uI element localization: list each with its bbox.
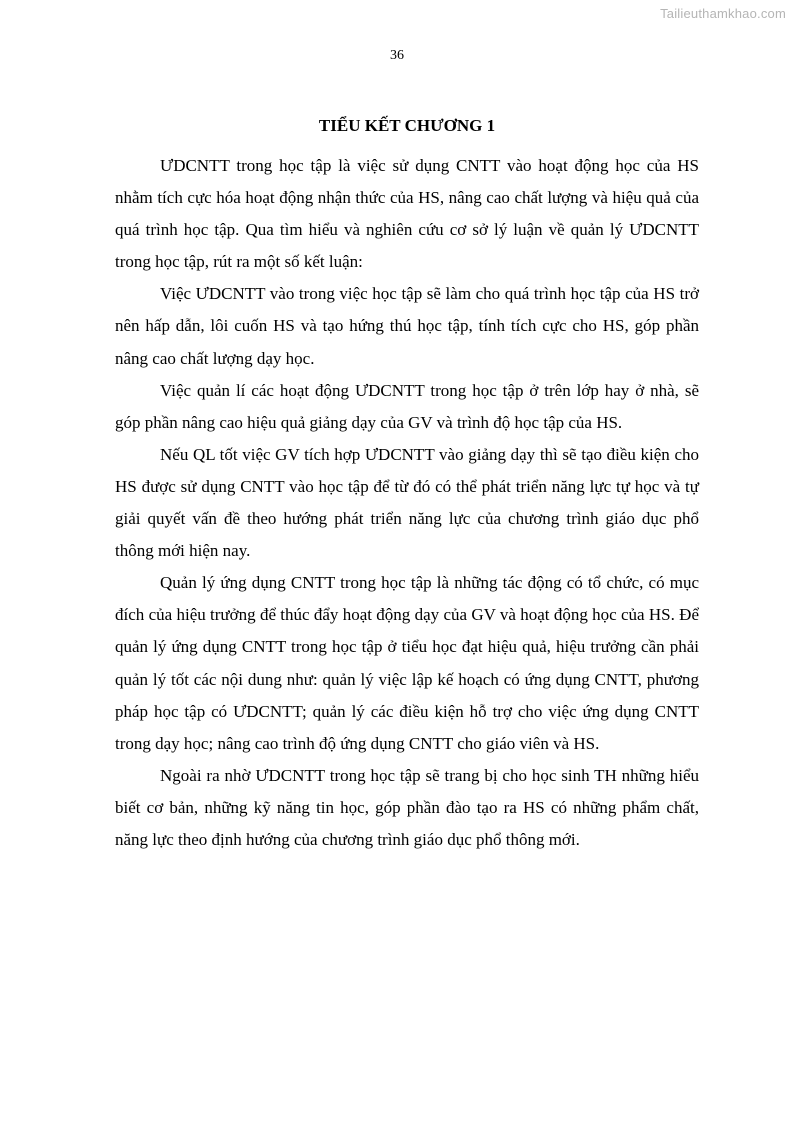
paragraph-2: Việc ƯDCNTT vào trong việc học tập sẽ làm cho quá trình học tập của HS trở nên hấp dẫn, lôi cuốn HS và tạo hứng thú học tập, tính tích cực cho HS, góp phần nâng cao chất lượng dạy học. xyxy=(115,284,699,368)
paragraph-1: ƯDCNTT trong học tập là việc sử dụng CNTT vào hoạt động học của HS nhằm tích cực hóa hoạt động nhận thức của HS, nâng cao chất lượng và hiệu quả của quá trình học tập. Qua tìm hiểu và nghiên cứu cơ sở lý luận về quản lý ƯDCNTT trong học tập, rút ra một số kết luận: xyxy=(115,156,699,272)
paragraph-6: Ngoài ra nhờ ƯDCNTT trong học tập sẽ trang bị cho học sinh TH những hiểu biết cơ bản, những kỹ năng tin học, góp phần đào tạo ra HS có những phẩm chất, năng lực theo định hướng của chương trình giáo dục phổ thông mới. xyxy=(115,765,699,849)
watermark-text: Tailieuthamkhao.com xyxy=(660,6,786,21)
page-number: 36 xyxy=(390,48,404,63)
paragraph-5: Quản lý ứng dụng CNTT trong học tập là những tác động có tổ chức, có mục đích của hiệu trưởng để thúc đẩy hoạt động dạy của GV và hoạt động học của HS. Để quản lý ứng dụng CNTT trong học tập ở tiểu học đạt hiệu quả, hiệu trưởng cần phải quản lý tốt các nội dung như: quản lý việc lập kế hoạch có ứng dụng CNTT, phương pháp học tập có ƯDCNTT; quản lý các điều kiện hỗ trợ cho việc ứng dụng CNTT trong dạy học; nâng cao trình độ ứng dụng CNTT cho giáo viên và HS. xyxy=(115,573,699,753)
section-heading: TIỂU KẾT CHƯƠNG 1 xyxy=(318,116,496,135)
document-body xyxy=(115,114,699,856)
paragraph-4: Nếu QL tốt việc GV tích hợp ƯDCNTT vào giảng dạy thì sẽ tạo điều kiện cho HS được sử dụng CNTT vào học tập để từ đó có thể phát triển năng lực tự học và tự giải quyết vấn đề theo hướng phát triển năng lực của chương trình giáo dục phổ thông mới hiện nay. xyxy=(115,444,699,561)
paragraph-3: Việc quản lí các hoạt động ƯDCNTT trong học tập ở trên lớp hay ở nhà, sẽ góp phần nâng cao hiệu quả giảng dạy của GV và trình độ học tập của HS. xyxy=(115,380,699,432)
